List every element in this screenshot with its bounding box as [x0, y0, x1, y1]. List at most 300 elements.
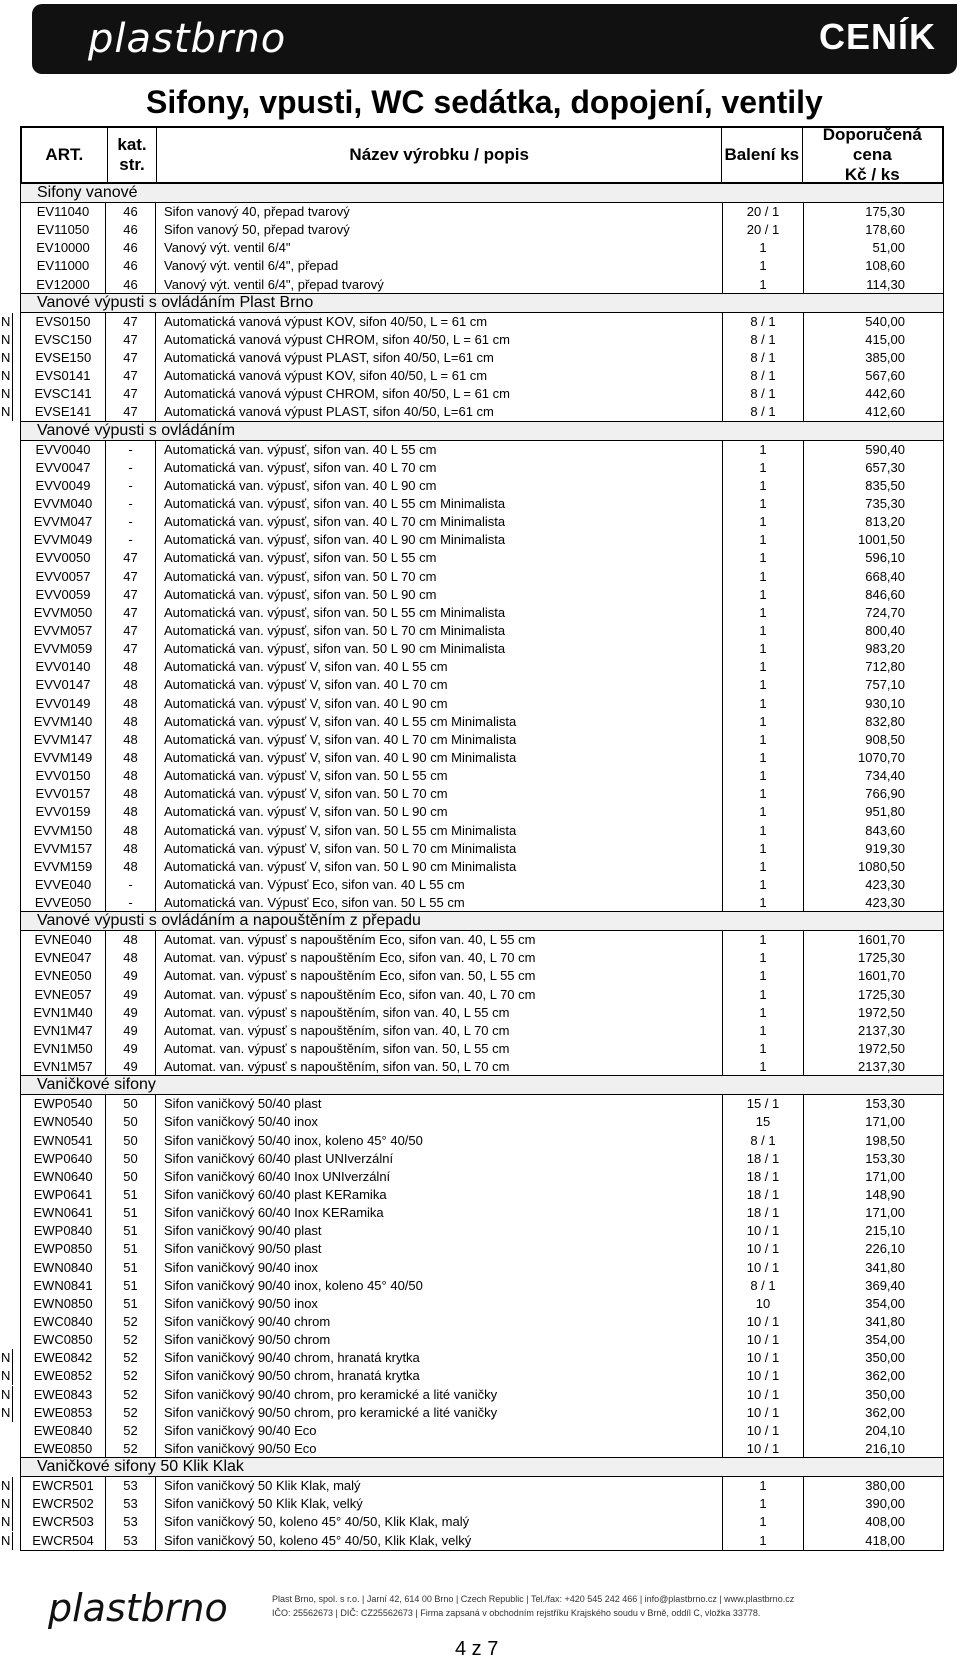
price: 418,00: [804, 1532, 944, 1550]
new-flag: N: [1, 367, 13, 385]
table-body: [1, 183, 944, 1550]
product-name: Automatická van. výpusť, sifon van. 50 L 55 cm Minimalista: [156, 604, 723, 622]
table-row: [1, 313, 944, 331]
table-row: [20, 1040, 944, 1058]
table-row: [20, 840, 944, 858]
price: 590,40: [804, 441, 944, 459]
packaging: 1: [723, 441, 804, 459]
table-row: [1, 1349, 944, 1367]
catalog-page: 53: [106, 1477, 156, 1495]
catalog-page: 48: [106, 822, 156, 840]
product-name: Automatická van. výpusť V, sifon van. 40 L 55 cm Minimalista: [156, 713, 723, 731]
product-name: Automat. van. výpusť s napouštěním Eco, sifon van. 40, L 70 cm: [156, 949, 723, 967]
product-name: Sifon vaničkový 90/50 Eco: [156, 1440, 723, 1458]
price: 1001,50: [804, 531, 944, 549]
product-name: Vanový výt. ventil 6/4": [156, 239, 723, 257]
product-name: Automatická van. výpusť, sifon van. 50 L 90 cm: [156, 586, 723, 604]
product-name: Automatická vanová výpust KOV, sifon 40/50, L = 61 cm: [156, 367, 723, 385]
table-row: [20, 931, 944, 949]
article-code: EVV0059: [20, 586, 106, 604]
product-name: Vanový výt. ventil 6/4", přepad: [156, 257, 723, 275]
price: 846,60: [804, 586, 944, 604]
catalog-page: 47: [106, 367, 156, 385]
section-header: Vanové výpusti s ovládáním a napouštěním z přepadu: [20, 911, 944, 931]
price: 178,60: [804, 221, 944, 239]
product-name: Sifon vaničkový 90/40 chrom, hranatá krytka: [156, 1349, 723, 1367]
packaging: 1: [723, 1040, 804, 1058]
price: 354,00: [804, 1331, 944, 1349]
new-flag: N: [1, 385, 13, 403]
table-row: [20, 676, 944, 694]
price: 341,80: [804, 1313, 944, 1331]
price: 712,80: [804, 658, 944, 676]
packaging: 10 / 1: [723, 1313, 804, 1331]
packaging: 10 / 1: [723, 1259, 804, 1277]
table-row: [1, 1495, 944, 1513]
price: 171,00: [804, 1113, 944, 1131]
col-page-line1: kat.: [117, 135, 147, 154]
packaging: 1: [723, 931, 804, 949]
catalog-page: 49: [106, 1040, 156, 1058]
catalog-page: 48: [106, 931, 156, 949]
packaging: 1: [723, 586, 804, 604]
packaging: 1: [723, 894, 804, 912]
article-code: EWN0640: [20, 1168, 106, 1186]
table-row: [1, 1404, 944, 1422]
table-row: [1, 1367, 944, 1385]
product-name: Sifon vaničkový 90/50 inox: [156, 1295, 723, 1313]
price: 442,60: [804, 385, 944, 403]
product-name: Sifon vaničkový 50 Klik Klak, malý: [156, 1477, 723, 1495]
product-name: Sifon vanový 50, přepad tvarový: [156, 221, 723, 239]
new-flag: N: [1, 331, 13, 349]
table-bottom-border: [20, 1550, 944, 1551]
article-code: EWN0540: [20, 1113, 106, 1131]
price: 2137,30: [804, 1058, 944, 1076]
catalog-page: 46: [106, 203, 156, 221]
price: 51,00: [804, 239, 944, 257]
packaging: 1: [723, 822, 804, 840]
article-code: EVSC150: [20, 331, 106, 349]
price: 657,30: [804, 459, 944, 477]
table-row: [20, 1222, 944, 1240]
packaging: 1: [723, 1477, 804, 1495]
article-code: EWP0850: [20, 1240, 106, 1258]
table-row: [20, 1331, 944, 1349]
catalog-page: 48: [106, 731, 156, 749]
table-row: [20, 949, 944, 967]
article-code: EVV0040: [20, 441, 106, 459]
table-row: [20, 604, 944, 622]
price: 668,40: [804, 568, 944, 586]
table-row: [20, 1313, 944, 1331]
article-code: EVV0049: [20, 477, 106, 495]
catalog-page: -: [106, 531, 156, 549]
price: 408,00: [804, 1513, 944, 1531]
table-row: [20, 1022, 944, 1040]
article-code: EWE0852: [20, 1367, 106, 1385]
catalog-page: 52: [106, 1404, 156, 1422]
packaging: 10 / 1: [723, 1367, 804, 1385]
catalog-page: 47: [106, 331, 156, 349]
catalog-page: 53: [106, 1532, 156, 1550]
packaging: 15: [723, 1113, 804, 1131]
table-row: [20, 1095, 944, 1113]
table-row: [1, 331, 944, 349]
table-row: [20, 203, 944, 221]
product-name: Sifon vaničkový 90/50 chrom, hranatá krytka: [156, 1367, 723, 1385]
product-name: Automatická van. výpusť V, sifon van. 40 L 90 cm: [156, 695, 723, 713]
product-name: Sifon vaničkový 50/40 plast: [156, 1095, 723, 1113]
packaging: 1: [723, 731, 804, 749]
catalog-page: 51: [106, 1240, 156, 1258]
new-flag: N: [1, 1404, 13, 1422]
catalog-page: 47: [106, 622, 156, 640]
catalog-page: 52: [106, 1440, 156, 1458]
catalog-page: 49: [106, 1004, 156, 1022]
catalog-page: 46: [106, 276, 156, 294]
packaging: 1: [723, 477, 804, 495]
article-code: EV12000: [20, 276, 106, 294]
product-name: Sifon vaničkový 90/40 plast: [156, 1222, 723, 1240]
packaging: 1: [723, 803, 804, 821]
product-name: Automatická van. výpusť, sifon van. 50 L 90 cm Minimalista: [156, 640, 723, 658]
article-code: EVVM057: [20, 622, 106, 640]
table-row: [20, 894, 944, 912]
catalog-page: 48: [106, 695, 156, 713]
table-row: [20, 749, 944, 767]
product-name: Sifon vaničkový 50/40 inox: [156, 1113, 723, 1131]
packaging: 1: [723, 986, 804, 1004]
product-name: Automatická van. výpusť V, sifon van. 50 L 55 cm: [156, 767, 723, 785]
packaging: 8 / 1: [723, 1277, 804, 1295]
price: 766,90: [804, 785, 944, 803]
table-row: [20, 239, 944, 257]
article-code: EWP0840: [20, 1222, 106, 1240]
product-name: Sifon vanový 40, přepad tvarový: [156, 203, 723, 221]
product-name: Sifon vaničkový 50/40 inox, koleno 45° 40/50: [156, 1132, 723, 1150]
article-code: EVN1M40: [20, 1004, 106, 1022]
price: 757,10: [804, 676, 944, 694]
price: 832,80: [804, 713, 944, 731]
price: 171,00: [804, 1168, 944, 1186]
col-price-line1: Doporučená cena: [822, 125, 922, 164]
price: 843,60: [804, 822, 944, 840]
table-row: [20, 1004, 944, 1022]
table-row: [20, 695, 944, 713]
article-code: EVV0147: [20, 676, 106, 694]
product-name: Automatická van. výpusť V, sifon van. 50 L 55 cm Minimalista: [156, 822, 723, 840]
product-name: Automatická van. výpusť, sifon van. 40 L 90 cm: [156, 477, 723, 495]
table-row: [20, 495, 944, 513]
packaging: 1: [723, 1513, 804, 1531]
table-row: [20, 713, 944, 731]
product-name: Automatická van. výpusť, sifon van. 40 L 55 cm Minimalista: [156, 495, 723, 513]
catalog-page: 47: [106, 385, 156, 403]
packaging: 10: [723, 1295, 804, 1313]
price: 1972,50: [804, 1040, 944, 1058]
table-row: [20, 1422, 944, 1440]
article-code: EVVE040: [20, 876, 106, 894]
article-code: EVVM149: [20, 749, 106, 767]
packaging: 1: [723, 257, 804, 275]
article-code: EVSE150: [20, 349, 106, 367]
article-code: EVN1M57: [20, 1058, 106, 1076]
article-code: EVVM047: [20, 513, 106, 531]
packaging: 18 / 1: [723, 1204, 804, 1222]
article-code: EWP0641: [20, 1186, 106, 1204]
packaging: 8 / 1: [723, 367, 804, 385]
catalog-page: -: [106, 876, 156, 894]
catalog-page: -: [106, 513, 156, 531]
packaging: 1: [723, 695, 804, 713]
price: 1972,50: [804, 1004, 944, 1022]
table-row: [20, 1204, 944, 1222]
catalog-page: 51: [106, 1295, 156, 1313]
table-row: [20, 967, 944, 985]
table-row: [20, 257, 944, 275]
packaging: 1: [723, 1004, 804, 1022]
article-code: EWCR504: [20, 1532, 106, 1550]
product-name: Automat. van. výpusť s napouštěním, sifon van. 50, L 70 cm: [156, 1058, 723, 1076]
packaging: 1: [723, 1495, 804, 1513]
packaging: 1: [723, 568, 804, 586]
article-code: EWE0843: [20, 1386, 106, 1404]
article-code: EVVM147: [20, 731, 106, 749]
packaging: 1: [723, 749, 804, 767]
product-name: Automatická vanová výpust PLAST, sifon 40/50, L=61 cm: [156, 403, 723, 421]
price: 1725,30: [804, 986, 944, 1004]
catalog-page: 47: [106, 403, 156, 421]
price: 800,40: [804, 622, 944, 640]
article-code: EWN0840: [20, 1259, 106, 1277]
packaging: 1: [723, 713, 804, 731]
price-table: [1, 125, 944, 1551]
article-code: EWN0841: [20, 1277, 106, 1295]
price: 350,00: [804, 1386, 944, 1404]
article-code: EVS0141: [20, 367, 106, 385]
catalog-page: 50: [106, 1168, 156, 1186]
col-packaging: Balení ks: [722, 128, 803, 182]
article-code: EVNE057: [20, 986, 106, 1004]
catalog-page: 46: [106, 239, 156, 257]
new-flag: N: [1, 1495, 13, 1513]
packaging: 20 / 1: [723, 203, 804, 221]
section-header: Vaničkové sifony 50 Klik Klak: [20, 1457, 944, 1477]
table-row: [20, 441, 944, 459]
article-code: EVVM059: [20, 640, 106, 658]
table-row: [20, 731, 944, 749]
price: 919,30: [804, 840, 944, 858]
table-row: [20, 1259, 944, 1277]
product-name: Sifon vaničkový 90/50 plast: [156, 1240, 723, 1258]
article-code: EVV0150: [20, 767, 106, 785]
product-name: Sifon vaničkový 50, koleno 45° 40/50, Klik Klak, velký: [156, 1532, 723, 1550]
product-name: Automatická van. výpusť V, sifon van. 40 L 55 cm: [156, 658, 723, 676]
price: 114,30: [804, 276, 944, 294]
table-row: [20, 549, 944, 567]
packaging: 10 / 1: [723, 1331, 804, 1349]
table-row: [1, 367, 944, 385]
article-code: EV11050: [20, 221, 106, 239]
catalog-page: 48: [106, 949, 156, 967]
col-page-line2: str.: [119, 155, 145, 174]
article-code: EVVM049: [20, 531, 106, 549]
product-name: Automatická van. výpusť V, sifon van. 50 L 70 cm: [156, 785, 723, 803]
price: 735,30: [804, 495, 944, 513]
packaging: 1: [723, 604, 804, 622]
product-name: Automat. van. výpusť s napouštěním, sifon van. 40, L 70 cm: [156, 1022, 723, 1040]
product-name: Automat. van. výpusť s napouštěním, sifon van. 50, L 55 cm: [156, 1040, 723, 1058]
article-code: EVVM159: [20, 858, 106, 876]
article-code: EWN0850: [20, 1295, 106, 1313]
price: 415,00: [804, 331, 944, 349]
table-row: [20, 858, 944, 876]
price: 108,60: [804, 257, 944, 275]
article-code: EV11040: [20, 203, 106, 221]
catalog-page: 52: [106, 1367, 156, 1385]
table-row: [20, 1150, 944, 1168]
catalog-page: 47: [106, 313, 156, 331]
article-code: EVV0050: [20, 549, 106, 567]
price: 983,20: [804, 640, 944, 658]
table-row: [20, 1277, 944, 1295]
table-row: [20, 1186, 944, 1204]
table-row: [20, 822, 944, 840]
product-name: Sifon vaničkový 60/40 Inox UNIverzální: [156, 1168, 723, 1186]
table-row: [20, 986, 944, 1004]
product-name: Automatická van. výpusť, sifon van. 50 L 70 cm: [156, 568, 723, 586]
table-row: [20, 640, 944, 658]
catalog-page: -: [106, 459, 156, 477]
catalog-page: 53: [106, 1495, 156, 1513]
packaging: 15 / 1: [723, 1095, 804, 1113]
packaging: 8 / 1: [723, 1132, 804, 1150]
price: 724,70: [804, 604, 944, 622]
table-row: [20, 1132, 944, 1150]
article-code: EVN1M50: [20, 1040, 106, 1058]
section-header: Sifony vanové: [20, 183, 944, 203]
packaging: 1: [723, 622, 804, 640]
catalog-page: 47: [106, 549, 156, 567]
price: 226,10: [804, 1240, 944, 1258]
packaging: 1: [723, 785, 804, 803]
price: 1601,70: [804, 967, 944, 985]
catalog-page: 46: [106, 257, 156, 275]
new-flag: N: [1, 313, 13, 331]
price: 215,10: [804, 1222, 944, 1240]
table-row: [1, 1532, 944, 1550]
table-row: [20, 767, 944, 785]
table-row: [20, 531, 944, 549]
table-row: [1, 385, 944, 403]
article-code: EVVM140: [20, 713, 106, 731]
article-code: EVVM040: [20, 495, 106, 513]
section-header: Vaničkové sifony: [20, 1075, 944, 1095]
price: 380,00: [804, 1477, 944, 1495]
price: 423,30: [804, 876, 944, 894]
packaging: 20 / 1: [723, 221, 804, 239]
packaging: 1: [723, 676, 804, 694]
packaging: 1: [723, 1022, 804, 1040]
new-flag: N: [1, 1386, 13, 1404]
packaging: 8 / 1: [723, 331, 804, 349]
article-code: EVV0149: [20, 695, 106, 713]
article-code: EVVM150: [20, 822, 106, 840]
article-code: EV11000: [20, 257, 106, 275]
price: 908,50: [804, 731, 944, 749]
packaging: 1: [723, 658, 804, 676]
new-flag: N: [1, 1349, 13, 1367]
packaging: 1: [723, 840, 804, 858]
price: 216,10: [804, 1440, 944, 1458]
catalog-page: 51: [106, 1186, 156, 1204]
catalog-page: 50: [106, 1113, 156, 1131]
table-row: [20, 477, 944, 495]
catalog-page: 50: [106, 1095, 156, 1113]
packaging: 1: [723, 239, 804, 257]
article-code: EVS0150: [20, 313, 106, 331]
table-row: [20, 803, 944, 821]
product-name: Automatická vanová výpust CHROM, sifon 40/50, L = 61 cm: [156, 331, 723, 349]
product-name: Sifon vaničkový 60/40 plast KERamika: [156, 1186, 723, 1204]
article-code: EVSC141: [20, 385, 106, 403]
product-name: Automat. van. výpusť s napouštěním Eco, sifon van. 50, L 55 cm: [156, 967, 723, 985]
article-code: EVVE050: [20, 894, 106, 912]
packaging: 1: [723, 495, 804, 513]
catalog-page: 52: [106, 1313, 156, 1331]
product-name: Sifon vaničkový 90/40 Eco: [156, 1422, 723, 1440]
table-row: [1, 403, 944, 421]
price: 171,00: [804, 1204, 944, 1222]
new-flag: N: [1, 1532, 13, 1550]
packaging: 18 / 1: [723, 1186, 804, 1204]
catalog-page: 51: [106, 1259, 156, 1277]
product-name: Automatická vanová výpust PLAST, sifon 40/50, L=61 cm: [156, 349, 723, 367]
article-code: EVVM050: [20, 604, 106, 622]
article-code: EVV0157: [20, 785, 106, 803]
page-title: Sifony, vpusti, WC sedátka, dopojení, ventily: [146, 84, 823, 120]
catalog-page: -: [106, 441, 156, 459]
product-name: Automatická van. výpusť, sifon van. 40 L 90 cm Minimalista: [156, 531, 723, 549]
packaging: 1: [723, 513, 804, 531]
col-price-line2: Kč / ks: [844, 165, 900, 184]
packaging: 1: [723, 1058, 804, 1076]
article-code: EVSE141: [20, 403, 106, 421]
packaging: 10 / 1: [723, 1222, 804, 1240]
product-name: Automatická van. Výpusť Eco, sifon van. 50 L 55 cm: [156, 894, 723, 912]
price: 930,10: [804, 695, 944, 713]
article-code: EWC0840: [20, 1313, 106, 1331]
packaging: 10 / 1: [723, 1422, 804, 1440]
packaging: 1: [723, 276, 804, 294]
price: 341,80: [804, 1259, 944, 1277]
catalog-page: 47: [106, 604, 156, 622]
product-name: Automatická van. výpusť, sifon van. 50 L 55 cm: [156, 549, 723, 567]
page-number: 4 z 7: [455, 1638, 499, 1660]
product-name: Automatická van. výpusť, sifon van. 50 L 70 cm Minimalista: [156, 622, 723, 640]
price: 2137,30: [804, 1022, 944, 1040]
packaging: 8 / 1: [723, 403, 804, 421]
price: 369,40: [804, 1277, 944, 1295]
price: 350,00: [804, 1349, 944, 1367]
price: 354,00: [804, 1295, 944, 1313]
packaging: 1: [723, 949, 804, 967]
col-page: [108, 128, 158, 182]
product-name: Automatická vanová výpust CHROM, sifon 40/50, L = 61 cm: [156, 385, 723, 403]
product-name: Sifon vaničkový 60/40 Inox KERamika: [156, 1204, 723, 1222]
packaging: 18 / 1: [723, 1168, 804, 1186]
